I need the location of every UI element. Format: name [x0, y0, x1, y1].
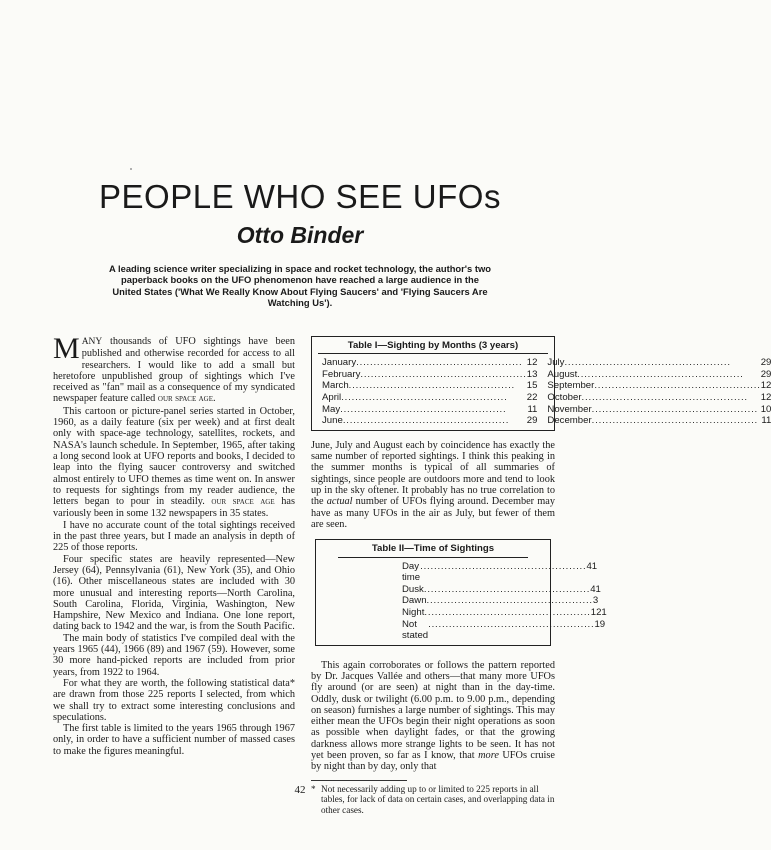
row-value: 12 — [526, 357, 538, 369]
row-label: Not stated — [402, 618, 429, 642]
row-label: April — [322, 392, 342, 404]
table-row — [547, 415, 771, 427]
row-label: August — [547, 368, 578, 380]
row-value: 15 — [526, 380, 538, 392]
paragraph-2: This cartoon or picture-panel series started in October, 1960, as a daily feature (six per week) and at first dealt only with space-age technology, satellites, rockets, and NASA's launch schedule. In September, 1965, after taking a long second look at UFO reports and books, I decided to leap into the flying saucer controversy and switched almost entirely to UFO themes as time went on. In answer to requests for sightings from my reader audience, the letters began to pour in steadily. our space age has variously been in some 132 newspapers in 35 states. — [53, 405, 295, 520]
row-label: March — [322, 380, 349, 392]
row-label: Dusk — [402, 583, 424, 595]
row-value: 19 — [594, 618, 606, 630]
row-label: December — [547, 415, 592, 427]
paragraph-3: I have no accurate count of the total sightings received in the past three years, but I made an analysis in depth of 225 of those reports. — [53, 519, 295, 554]
row-value: 41 — [586, 560, 598, 572]
print-speck — [130, 168, 132, 170]
row-value: 29 — [526, 415, 538, 427]
dot-leader — [594, 380, 760, 392]
paragraph-4: Four specific states are heavily represented—New Jersey (64), Pennsylvania (61), New York (35), and Ohio (16). Other miscellaneous states are included with 30 more unusual and interesting reports—North Carolina, South Carolina, Florida, Virginia, Washington, New Hampshire, New Mexico and Indiana. One lone report, dating back to 1942 and the war, is from the South Pacific. — [53, 553, 295, 633]
article-intro: A leading science writer specializing in space and rocket technology, the author's two paperback books on the UFO phenomenon have reached a large audience in the United States ('What We Really Know About Flying Saucers' and 'Flying Saucers Are Watching Us'). — [108, 263, 491, 309]
article-author: Otto Binder — [236, 222, 364, 248]
table-row — [322, 369, 537, 381]
table-row — [402, 560, 598, 584]
row-value: 29 — [760, 368, 771, 380]
footnote-mark: * — [311, 783, 316, 794]
drop-cap: M — [53, 332, 80, 365]
row-label: Day time — [402, 560, 421, 584]
table-title: Table II—Time of Sightings — [338, 540, 528, 557]
dot-leader — [582, 392, 761, 404]
table-row — [322, 392, 537, 404]
dot-leader — [424, 584, 590, 596]
article-title: PEOPLE WHO SEE UFOs — [99, 178, 501, 215]
row-value: 3 — [592, 595, 599, 607]
footnote-rule — [311, 780, 407, 781]
row-label: January — [322, 357, 357, 369]
dot-leader — [427, 595, 593, 607]
row-label: November — [547, 403, 592, 415]
dot-leader — [356, 357, 527, 369]
dot-leader — [343, 415, 527, 427]
row-label: Dawn — [402, 595, 427, 607]
page-number: 42 — [294, 784, 306, 796]
row-value: 12 — [760, 392, 771, 404]
table-row — [547, 404, 771, 416]
table-row — [402, 606, 607, 619]
table-row — [322, 380, 537, 392]
table-rows — [402, 560, 607, 642]
dot-leader — [340, 404, 527, 416]
row-label: May — [322, 403, 341, 415]
table-title: Table I—Sighting by Months (3 years) — [318, 337, 548, 354]
row-value: 22 — [526, 392, 538, 404]
row-value: 41 — [590, 583, 601, 595]
table-row — [322, 404, 537, 416]
paragraph-5: The main body of statistics I've compiled deal with the years 1965 (44), 1966 (89) and 1967 (59). However, some 30 more hand-picked reports are included from prior years, from 1922 to 1964. — [53, 632, 295, 678]
table-row — [547, 357, 771, 369]
row-value: 11 — [761, 415, 771, 427]
table-column-right — [547, 357, 771, 427]
table-column-left — [322, 357, 537, 427]
table-row — [322, 357, 537, 369]
dot-leader — [564, 357, 760, 369]
dot-leader — [349, 380, 527, 392]
dot-leader — [592, 415, 762, 427]
table-row — [402, 618, 606, 642]
dot-leader — [341, 392, 527, 404]
table-row — [547, 380, 771, 392]
paragraph-8: June, July and August each by coincidence has exactly the same number of reported sightings. I think this peaking in the summer months is typical of all summaries of sightings, since people are outdoors more and tend to look up in the sky oftener. It probably has no true correlation to the actual number of UFOs flying around. December may have as many UFOs in the air as July, but fewer of them are seen. — [311, 439, 555, 530]
dot-leader — [360, 369, 526, 381]
row-label: June — [322, 415, 343, 427]
row-label: October — [547, 392, 582, 404]
row-value: 13 — [526, 368, 538, 380]
paragraph-9: This again corroborates or follows the pattern reported by Dr. Jacques Vallée and others—that many more UFOs fly around (or are seen) at night than in the day-time. Oddly, dusk or twilight (6.00 p.m. to 9.00 p.m., depending on season) furnishes a large number of sightings. This may either mean the UFOs begin their night operations as soon as possible when daylight fades, or that the growing darkness allows more strange lights to be seen. It has not yet been proven, so far as I know, that more UFOs cruise by night than by day, only that — [311, 659, 555, 773]
paragraph-7: The first table is limited to the years 1965 through 1967 only, in order to have a sufficient number of massed cases to make the figures meaningful. — [53, 723, 295, 757]
dot-leader — [428, 619, 594, 642]
row-value: 29 — [760, 357, 771, 369]
dot-leader — [424, 607, 590, 619]
table-row — [402, 595, 599, 607]
row-value: 121 — [590, 606, 607, 618]
left-column — [53, 332, 295, 757]
row-label: July — [547, 357, 565, 369]
table-sightings-by-month — [311, 336, 771, 431]
table-row — [322, 415, 537, 427]
row-value: 12 — [760, 380, 771, 392]
right-column — [311, 336, 771, 815]
table-row — [402, 583, 601, 596]
dot-leader — [577, 369, 760, 381]
row-value: 11 — [527, 403, 538, 415]
row-label: September — [547, 380, 595, 392]
row-label: February — [322, 368, 361, 380]
row-label: Night — [402, 606, 425, 618]
row-value: 10 — [760, 403, 771, 415]
dot-leader — [592, 404, 761, 416]
paragraph-6: For what they are worth, the following statistical data* are drawn from those 225 reports I selected, from which we shall try to extract some interesting conclusions and speculations. — [53, 677, 295, 723]
table-row — [547, 369, 771, 381]
footnote-text: Not necessarily adding up to or limited to 225 reports in all tables, for lack of data on certain cases, and overlapping data in other cases. — [321, 783, 555, 815]
paragraph-1: MANY thousands of UFO sightings have been published and otherwise recorded for access to all researchers. I would like to add a small but heretofore unpublished group of sightings which I've received as "fan" mail as a consequence of my syndicated newspaper feature called our space age. — [53, 332, 295, 405]
dot-leader — [420, 561, 586, 584]
table-time-of-sightings — [315, 539, 607, 645]
table-row — [547, 392, 771, 404]
